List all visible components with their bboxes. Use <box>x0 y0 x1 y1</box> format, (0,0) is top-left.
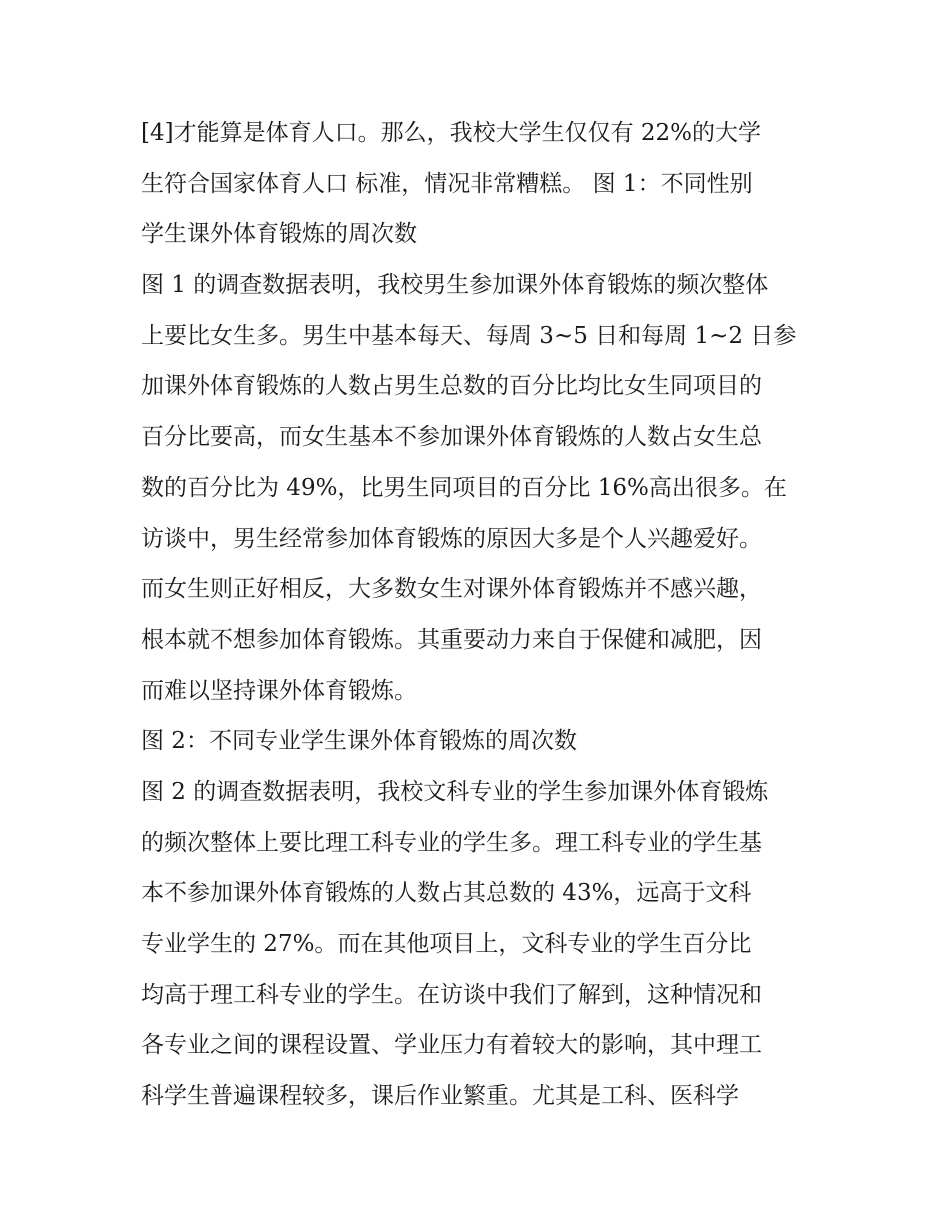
text-line: 的频次整体上要比理工科专业的学生多。理工科专业的学生基 <box>141 829 762 856</box>
text-line: 学生课外体育锻炼的周次数 <box>141 221 417 248</box>
text-line: 生符合国家体育人口 标准，情况非常糟糕。 图 1：不同性别 <box>141 170 753 197</box>
text-line: 访谈中，男生经常参加体育锻炼的原因大多是个人兴趣爱好。 <box>141 525 762 552</box>
text-line: 专业学生的 27%。而在其他项目上，文科专业的学生百分比 <box>141 931 752 957</box>
text-line: 均高于理工科专业的学生。在访谈中我们了解到，这种情况和 <box>141 981 762 1008</box>
text-line: 而难以坚持课外体育锻炼。 <box>141 677 417 704</box>
text-line: 各专业之间的课程设置、学业压力有着较大的影响，其中理工 <box>141 1032 762 1059</box>
text-line: 图 2：不同专业学生课外体育锻炼的周次数 <box>141 728 577 755</box>
text-line: 百分比要高，而女生基本不参加课外体育锻炼的人数占女生总 <box>141 424 762 451</box>
text-line: 根本就不想参加体育锻炼。其重要动力来自于保健和减肥，因 <box>141 626 762 653</box>
text-line: 数的百分比为 49%，比男生同项目的百分比 16%高出很多。在 <box>141 474 787 501</box>
text-line: 图 2 的调查数据表明，我校文科专业的学生参加课外体育锻炼 <box>141 778 769 805</box>
body-text <box>141 108 821 1122</box>
text-line: 科学生普遍课程较多，课后作业繁重。尤其是工科、医科学 <box>141 1083 739 1110</box>
text-line: 上要比女生多。男生中基本每天、每周 3~5 日和每周 1~2 日参 <box>141 322 797 349</box>
text-line: 本不参加课外体育锻炼的人数占其总数的 43%，远高于文科 <box>141 880 752 907</box>
text-line: 图 1 的调查数据表明，我校男生参加课外体育锻炼的频次整体 <box>141 272 769 299</box>
text-line: 加课外体育锻炼的人数占男生总数的百分比均比女生同项目的 <box>141 373 762 400</box>
text-line: [4]才能算是体育人口。那么，我校大学生仅仅有 22%的大学 <box>141 120 762 146</box>
text-line: 而女生则正好相反，大多数女生对课外体育锻炼并不感兴趣， <box>141 576 762 603</box>
